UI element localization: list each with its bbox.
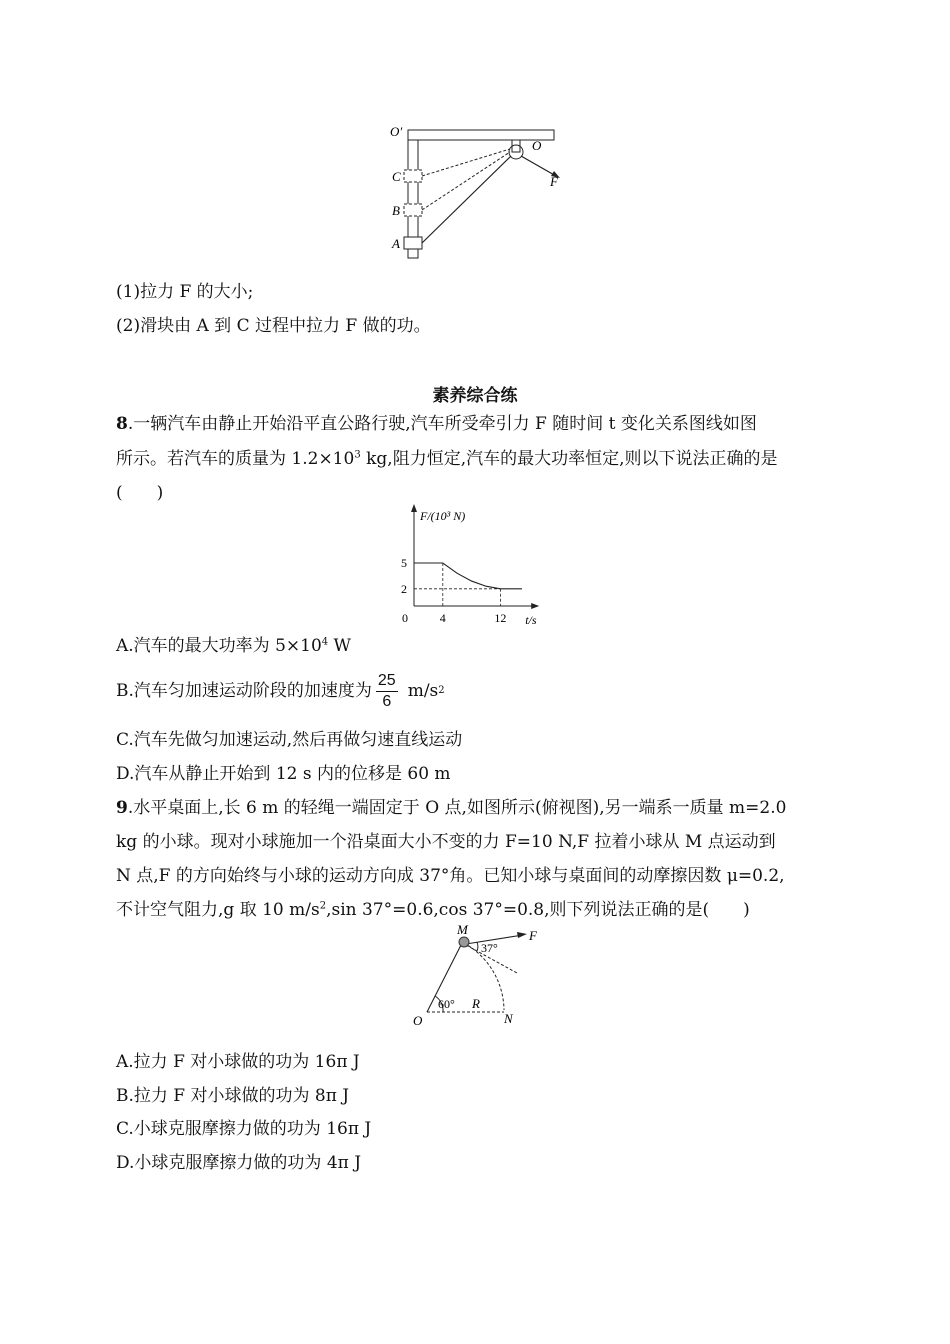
- q8-text1: .一辆汽车由静止开始沿平直公路行驶,汽车所受牵引力 F 随时间 t 变化关系图线如图: [127, 414, 757, 434]
- q8-answer-blank: ( ): [116, 483, 164, 503]
- q8-line2-sup: 3: [354, 449, 361, 461]
- q8-line1: [116, 413, 757, 435]
- label-f: F: [550, 174, 558, 189]
- fraction: [376, 671, 398, 712]
- q9-line4: [116, 899, 750, 921]
- q9-option-a: A.拉力 F 对小球做的功为 16π J: [116, 1052, 360, 1072]
- x-axis-label: t/s: [525, 613, 537, 627]
- q9-text1: .水平桌面上,长 6 m 的轻绳一端固定于 O 点,如图所示(俯视图),另一端系一质量 m=2.0: [127, 798, 787, 818]
- q8-option-b: B.汽车匀加速运动阶段的加速度为 $\frac{25}{6}$ m/s 2: [116, 671, 445, 710]
- label-r: R: [472, 996, 480, 1011]
- label-o-prime: O′: [390, 124, 403, 139]
- fraction-denominator: 6: [382, 692, 392, 710]
- q9-line4-post: ,sin 37°=0.6,cos 37°=0.8,则下列说法正确的是( ): [326, 900, 750, 920]
- label-c: C: [392, 169, 401, 184]
- label-angle60: 60°: [438, 997, 455, 1011]
- q8-line2-post: kg,阻力恒定,汽车的最大功率恒定,则以下说法正确的是: [360, 449, 778, 469]
- q8-line2: [116, 448, 778, 470]
- x-tick-label: 4: [439, 611, 446, 625]
- pulley-rod-figure: [380, 118, 580, 263]
- q8-option-d: D.汽车从静止开始到 12 s 内的位移是 60 m: [116, 764, 451, 784]
- q8-b-pre: B.汽车匀加速运动阶段的加速度为: [116, 681, 372, 701]
- q8-a-post: W: [328, 636, 352, 656]
- q9-line4-sup: 2: [319, 900, 327, 912]
- q9-option-b: B.拉力 F 对小球做的功为 8π J: [116, 1086, 350, 1106]
- circular-motion-figure: [405, 924, 555, 1030]
- force-time-chart: [388, 502, 558, 630]
- q7-part2: (2)滑块由 A 到 C 过程中拉力 F 做的功。: [116, 316, 431, 336]
- y-tick-label: 5: [401, 556, 407, 570]
- label-f9: F: [529, 928, 537, 943]
- q8-a-pre: A.汽车的最大功率为 5×10: [116, 636, 322, 656]
- label-o: O: [532, 138, 542, 153]
- label-m: M: [457, 924, 468, 937]
- q8-option-a: [116, 635, 351, 657]
- q9-line4-pre: 不计空气阻力,g 取 10 m/s: [116, 900, 320, 920]
- section-title: 素养综合练: [432, 386, 518, 406]
- label-angle37: 37°: [481, 941, 498, 955]
- q9-option-d: D.小球克服摩擦力做的功为 4π J: [116, 1153, 362, 1173]
- q9-number: 9: [116, 798, 128, 818]
- q8-number: 8: [116, 414, 128, 434]
- y-axis-label: F/(10³ N): [420, 509, 466, 523]
- y-tick-label: 2: [401, 581, 407, 596]
- label-n: N: [504, 1011, 513, 1026]
- q8-option-c: C.汽车先做匀加速运动,然后再做匀速直线运动: [116, 730, 463, 750]
- fraction-numerator: 25: [376, 671, 398, 692]
- label-a: A: [392, 236, 400, 251]
- q8-b-unit: m/s: [407, 681, 439, 701]
- q7-part1: (1)拉力 F 的大小;: [116, 282, 254, 302]
- q8-line2-pre: 所示。若汽车的质量为 1.2×10: [116, 449, 355, 469]
- x-tick-label: 12: [494, 611, 507, 625]
- q9-line2: kg 的小球。现对小球施加一个沿桌面大小不变的力 F=10 N,F 拉着小球从 M 点运动到: [116, 832, 776, 852]
- q9-line1: [116, 797, 786, 819]
- q8-a-sup: 4: [321, 636, 329, 648]
- series-line-f: [414, 563, 522, 589]
- x-axis-arrow: [531, 603, 539, 609]
- x-tick-label: 0: [402, 611, 408, 625]
- q9-option-c: C.小球克服摩擦力做的功为 16π J: [116, 1119, 372, 1139]
- label-b: B: [392, 203, 400, 218]
- q9-line3: N 点,F 的方向始终与小球的运动方向成 37°角。已知小球与桌面间的动摩擦因数 μ=0.2,: [116, 866, 785, 886]
- label-o9: O: [413, 1013, 423, 1028]
- y-axis-arrow: [411, 504, 417, 512]
